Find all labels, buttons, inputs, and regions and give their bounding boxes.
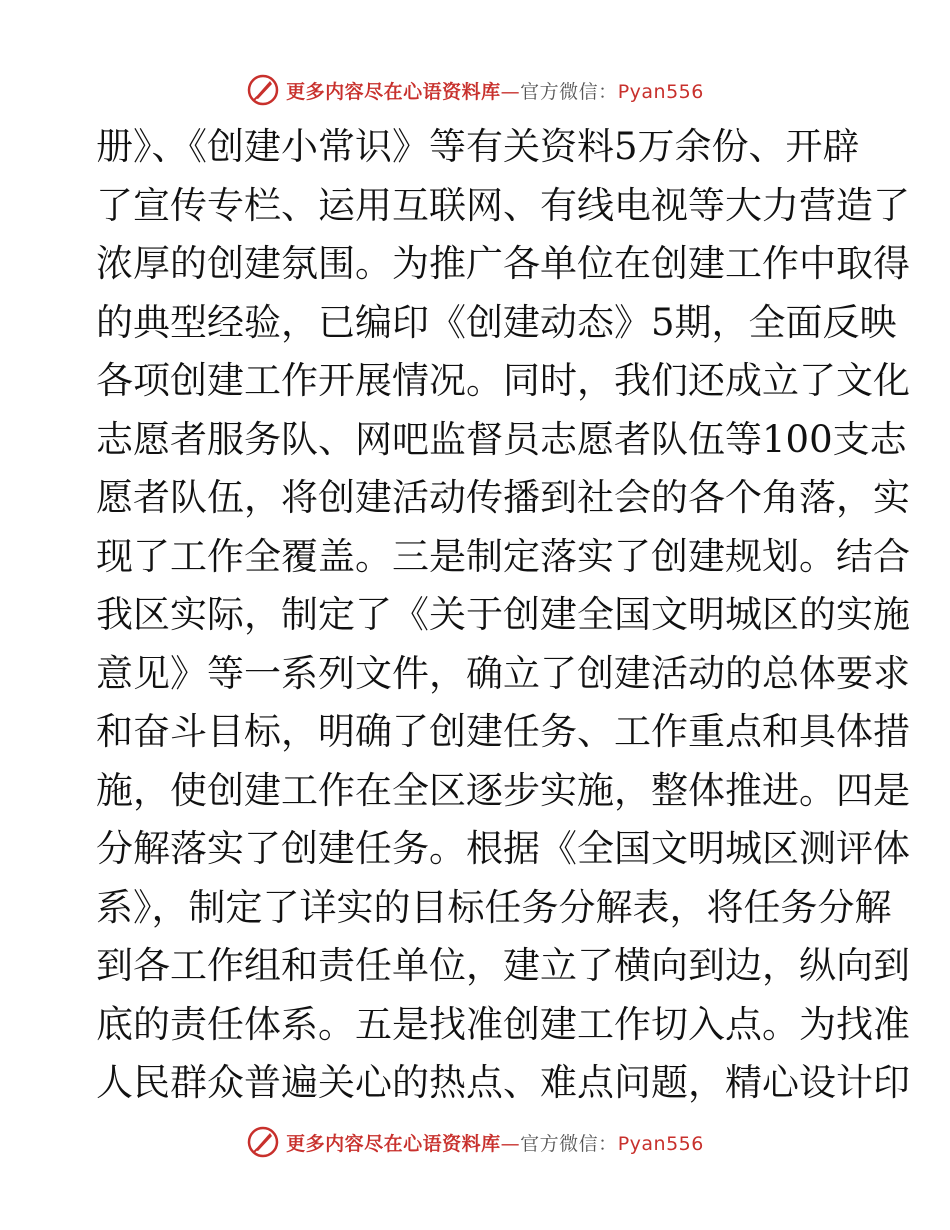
footer-banner-text (286, 1129, 704, 1156)
header-wechat-label: 官方微信： (520, 80, 618, 103)
body-line: 和奋斗目标，明确了创建任务、工作重点和具体措 (96, 710, 910, 753)
body-line: 施，使创建工作在全区逐步实施，整体推进。四是 (96, 768, 910, 812)
header-banner (0, 70, 950, 110)
body-line: 到各工作组和责任单位，建立了横向到边，纵向到 (96, 944, 910, 987)
header-separator: — (500, 80, 521, 103)
body-line: 各项创建工作开展情况。同时，我们还成立了文化 (96, 359, 910, 402)
footer-wechat-id: Pyan556 (617, 1132, 704, 1155)
footer-banner (0, 1122, 950, 1162)
body-line: 志愿者服务队、网吧监督员志愿者队伍等100支志 (96, 417, 907, 461)
body-line: 愿者队伍，将创建活动传播到社会的各个角落，实 (96, 476, 910, 519)
body-line: 人民群众普遍关心的热点、难点问题，精心设计印 (96, 1061, 910, 1104)
header-wechat-id: Pyan556 (617, 80, 704, 103)
footer-brand: 更多内容尽在心语资料库 (286, 1132, 501, 1155)
body-line: 意见》等一系列文件，确立了创建活动的总体要求 (96, 651, 910, 695)
body-line: 我区实际，制定了《关于创建全国文明城区的实施 (96, 593, 910, 636)
footer-separator: — (500, 1132, 521, 1155)
document-body (96, 118, 910, 1113)
footer-wechat-label: 官方微信： (520, 1132, 618, 1155)
body-line: 了宣传专栏、运用互联网、有线电视等大力营造了 (96, 183, 910, 227)
body-line: 浓厚的创建氛围。为推广各单位在创建工作中取得 (96, 242, 910, 285)
body-line: 系》，制定了详实的目标任务分解表，将任务分解 (96, 885, 892, 929)
body-line: 现了工作全覆盖。三是制定落实了创建规划。结合 (96, 534, 910, 578)
quill-logo-icon (246, 1125, 280, 1159)
body-line: 册》、《创建小常识》等有关资料5万余份、开辟 (96, 125, 860, 168)
body-line: 的典型经验，已编印《创建动态》5期，全面反映 (96, 300, 897, 344)
body-line: 分解落实了创建任务。根据《全国文明城区测评体 (96, 827, 910, 870)
quill-logo-icon (246, 73, 280, 107)
header-banner-text (286, 77, 704, 104)
body-line: 底的责任体系。五是找准创建工作切入点。为找准 (96, 1002, 910, 1046)
header-brand: 更多内容尽在心语资料库 (286, 80, 501, 103)
